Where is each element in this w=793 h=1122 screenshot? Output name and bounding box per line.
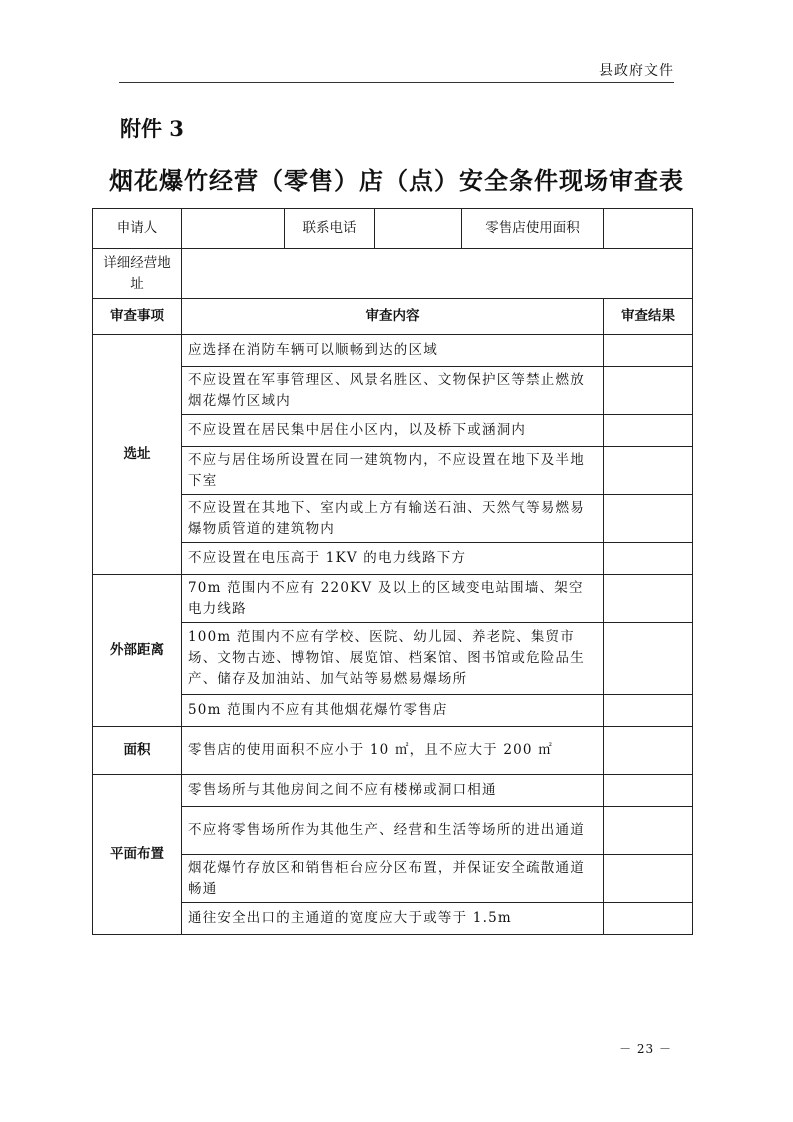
table-row <box>93 543 693 575</box>
table-row <box>93 447 693 495</box>
area-field[interactable] <box>604 209 693 249</box>
result-cell[interactable] <box>604 447 693 495</box>
result-cell[interactable] <box>604 695 693 727</box>
category-cell: 面积 <box>93 727 182 775</box>
table-row <box>93 575 693 623</box>
result-cell[interactable] <box>604 335 693 367</box>
review-item: 应选择在消防车辆可以顺畅到达的区域 <box>182 335 604 367</box>
category-header: 审查事项 <box>93 299 182 335</box>
table-row <box>93 367 693 415</box>
area-label: 零售店使用面积 <box>462 209 604 249</box>
result-cell[interactable] <box>604 623 693 695</box>
table-row <box>93 903 693 935</box>
table-row <box>93 807 693 855</box>
result-cell[interactable] <box>604 495 693 543</box>
result-header: 审查结果 <box>604 299 693 335</box>
review-item: 100m 范围内不应有学校、医院、幼儿园、养老院、集贸市场、文物古迹、博物馆、展览馆、档案馆、图书馆或危险品生产、储存及加油站、加气站等易燃易爆场所 <box>182 623 604 695</box>
phone-label: 联系电话 <box>285 209 375 249</box>
review-item: 不应设置在其地下、室内或上方有输送石油、天然气等易燃易爆物质管道的建筑物内 <box>182 495 604 543</box>
result-cell[interactable] <box>604 903 693 935</box>
review-item: 50m 范围内不应有其他烟花爆竹零售店 <box>182 695 604 727</box>
result-cell[interactable] <box>604 415 693 447</box>
result-cell[interactable] <box>604 807 693 855</box>
review-item: 烟花爆竹存放区和销售柜台应分区布置，并保证安全疏散通道畅通 <box>182 855 604 903</box>
result-cell[interactable] <box>604 727 693 775</box>
table-row <box>93 495 693 543</box>
applicant-field[interactable] <box>182 209 285 249</box>
result-cell[interactable] <box>604 543 693 575</box>
address-label: 详细经营地址 <box>93 249 182 299</box>
category-cell: 选址 <box>93 335 182 575</box>
content-header: 审查内容 <box>182 299 604 335</box>
page-number: － 23 － <box>619 1042 672 1056</box>
result-cell[interactable] <box>604 775 693 807</box>
result-cell[interactable] <box>604 855 693 903</box>
review-item: 70m 范围内不应有 220KV 及以上的区域变电站围墙、架空电力线路 <box>182 575 604 623</box>
review-item: 不应设置在军事管理区、风景名胜区、文物保护区等禁止燃放烟花爆竹区域内 <box>182 367 604 415</box>
header-label: 县政府文件 <box>599 63 674 79</box>
table-row <box>93 695 693 727</box>
review-item: 不应将零售场所作为其他生产、经营和生活等场所的进出通道 <box>182 807 604 855</box>
attachment-label: 附件 3 <box>120 116 184 141</box>
table-row <box>93 775 693 807</box>
review-item: 不应设置在居民集中居住小区内，以及桥下或涵洞内 <box>182 415 604 447</box>
address-field[interactable] <box>182 249 693 299</box>
table-row <box>93 727 693 775</box>
table-row <box>93 855 693 903</box>
table-row <box>93 335 693 367</box>
review-table <box>92 208 693 935</box>
result-cell[interactable] <box>604 575 693 623</box>
header-rule <box>119 82 674 83</box>
review-item: 不应设置在电压高于 1KV 的电力线路下方 <box>182 543 604 575</box>
applicant-label: 申请人 <box>93 209 182 249</box>
category-cell: 平面布置 <box>93 775 182 935</box>
review-item: 通往安全出口的主通道的宽度应大于或等于 1.5m <box>182 903 604 935</box>
review-item: 零售店的使用面积不应小于 10 ㎡，且不应大于 200 ㎡ <box>182 727 604 775</box>
review-item: 零售场所与其他房间之间不应有楼梯或洞口相通 <box>182 775 604 807</box>
result-cell[interactable] <box>604 367 693 415</box>
table-row <box>93 623 693 695</box>
document-title: 烟花爆竹经营（零售）店（点）安全条件现场审查表 <box>109 166 684 195</box>
review-item: 不应与居住场所设置在同一建筑物内，不应设置在地下及半地下室 <box>182 447 604 495</box>
phone-field[interactable] <box>375 209 462 249</box>
table-row <box>93 415 693 447</box>
category-cell: 外部距离 <box>93 575 182 727</box>
